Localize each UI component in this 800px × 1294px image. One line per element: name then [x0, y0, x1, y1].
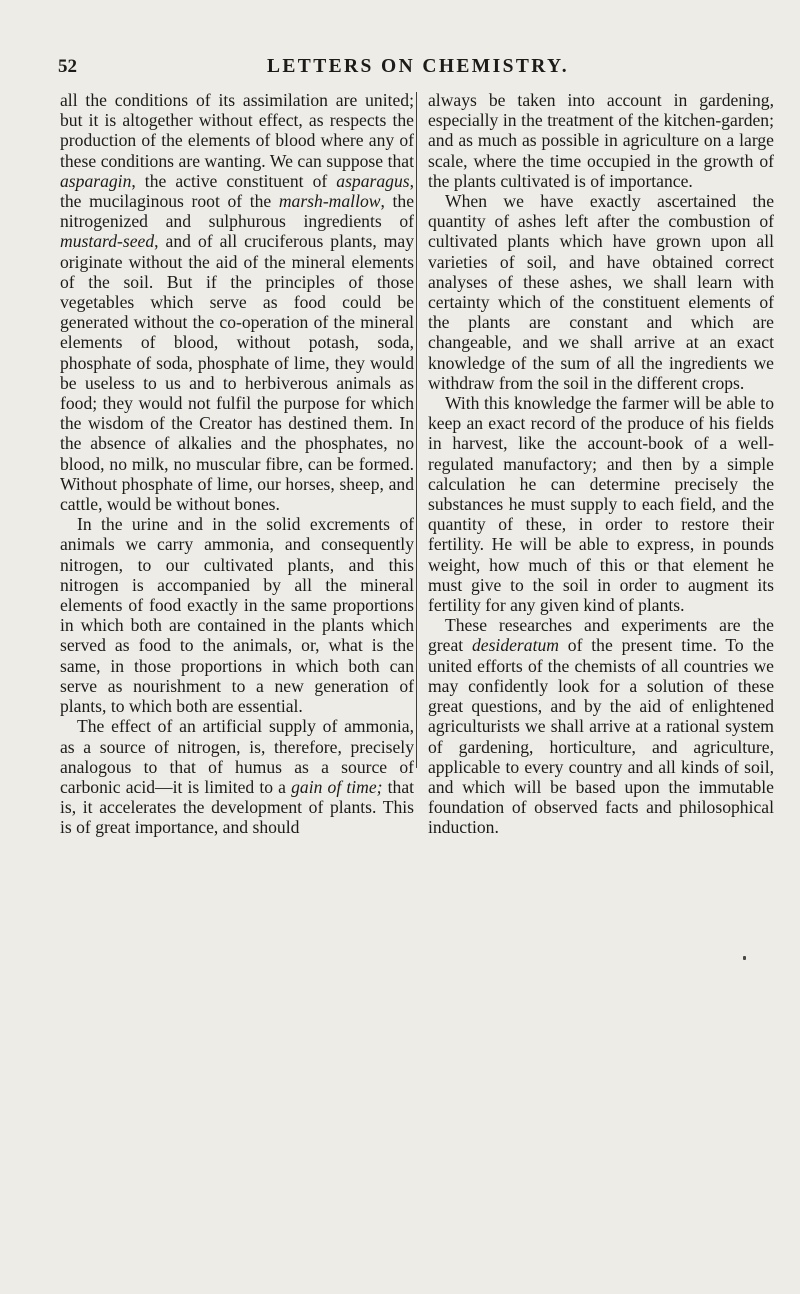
paragraph: always be taken into account in gardening, especially in the treatment of the kitchen-garden; and as much as possible in agriculture on a large scale, where the time occupied in the growth of the plants cultivated is of importance.: [428, 90, 774, 191]
text-run: The effect of an artificial supply of ammonia, as a source of nitrogen, is, therefore, precisely analogous to that of humus as a source of carbonic acid—it is limited to a: [60, 716, 414, 797]
text-run: , the mucilaginous root of the: [60, 170, 414, 212]
text-run: all the conditions of its assimilation are united; but it is altogether without effect, as respects the production of the elements of blood where any of these conditions are wanting. We can suppose that: [60, 90, 414, 171]
italic-term: mustard-seed: [60, 231, 155, 252]
page-header: [58, 56, 748, 86]
column-divider: [416, 92, 417, 768]
text-run: , and of all cruciferous plants, may originate without the aid of the mineral elements of the soil. But if the principles of those vegetables which serve as food could be generated without the co-operation of the mineral elements of blood, without potash, soda, phosphate of soda, phosphate of lime, they would be useless to us and to herbiverous animals as food; they would not fulfil the purpose for which the wisdom of the Creator has destined them. In the absence of alkalies and the phosphates, no blood, no milk, no muscular fibre, can be formed. Without phosphate of lime, our horses, sheep, and cattle, would be without bones.: [60, 231, 414, 515]
paragraph: With this knowledge the farmer will be able to keep an exact record of the produce of his fields in harvest, like the account-book of a well-regulated manufactory; and then by a simple calculation he can determine precisely the substances he must supply to each field, and the quantity of these, in order to restore their fertility. He will be able to express, in pounds weight, how much of this or that element he must give to the soil in order to augment its fertility for any given kind of plants.: [428, 393, 774, 616]
text-run: that is, it accelerates the development of plants. This is of great importance, and should: [60, 776, 415, 838]
text-run: These researches and experiments are the great: [428, 615, 774, 656]
italic-term: asparagin: [60, 170, 132, 191]
text-run: , the active constituent of: [131, 170, 337, 191]
right-column: [428, 90, 774, 838]
left-column: [60, 90, 414, 838]
text-run: , the nitrogenized and sulphurous ingredients of: [60, 191, 414, 232]
page-number: 52: [58, 56, 77, 77]
italic-term: gain of time;: [291, 776, 383, 797]
ink-speck: [743, 956, 746, 960]
italic-term: asparagus: [336, 170, 410, 191]
paragraph: [60, 90, 414, 514]
paragraph: [60, 716, 414, 837]
paragraph: In the urine and in the solid excrements of animals we carry ammonia, and consequently nitrogen, to our cultivated plants, and this nitrogen is accompanied by all the mineral elements of food exactly in the same proportions in which both are contained in the plants which served as food to the animals, or, what is the same, in those proportions in which both can serve as nourishment to a new generation of plants, to which both are essential.: [60, 514, 414, 717]
paragraph: When we have exactly ascertained the quantity of ashes left after the combustion of cultivated plants which have grown upon all varieties of soil, and have obtained correct analyses of these ashes, we shall learn with certainty which of the constituent elements of the plants are constant and which are changeable, and we shall arrive at an exact knowledge of the sum of all the ingredients we withdraw from the soil in the different crops.: [428, 191, 774, 393]
italic-term: desideratum: [471, 635, 559, 656]
text-run: of the present time. To the united efforts of the chemists of all countries we may confidently look for a solution of these great questions, and by the aid of enlightened agriculturists we shall arrive at a rational system of gardening, horticulture, and agriculture, applicable to every country and all kinds of soil, and which will be based upon the immutable foundation of observed facts and philosophical induction.: [428, 635, 774, 838]
italic-term: marsh-mallow: [278, 191, 381, 212]
running-head: LETTERS ON CHEMISTRY.: [266, 56, 570, 77]
paragraph: [428, 615, 774, 837]
